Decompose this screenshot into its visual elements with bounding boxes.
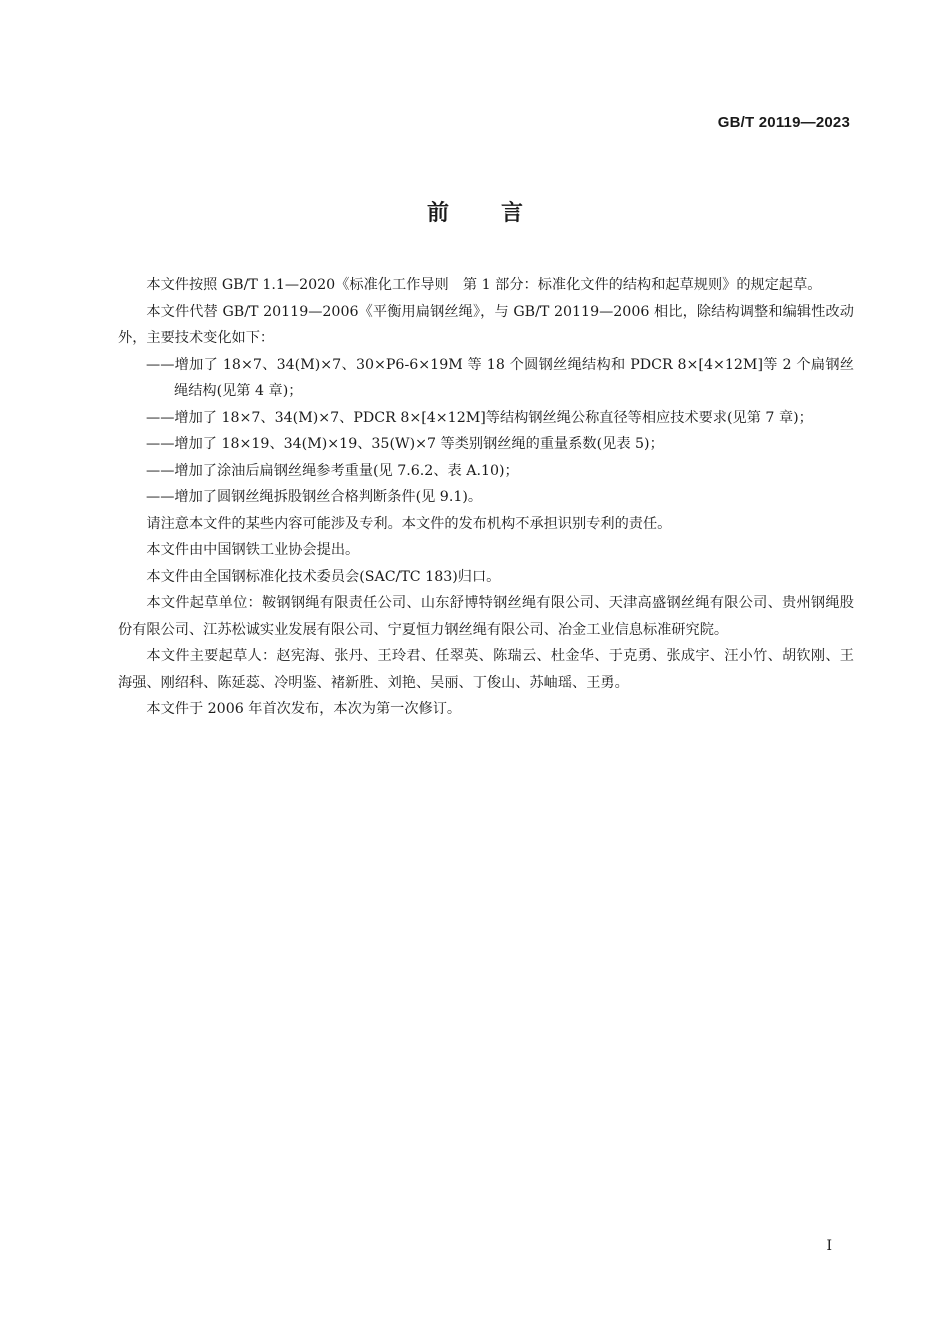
standard-code: GB/T 20119—2023	[717, 114, 850, 131]
paragraph-drafting-rules: 本文件按照 GB/T 1.1—2020《标准化工作导则 第 1 部分：标准化文件的结构和起草规则》的规定起草。	[146, 277, 822, 293]
change-item: ——增加了 18×19、34(M)×19、35(W)×7 等类别钢丝绳的重量系数(见表 5)；	[146, 436, 664, 452]
page-title: 前言	[426, 201, 575, 226]
change-item: ——增加了 18×7、34(M)×7、PDCR 8×[4×12M]等结构钢丝绳公称直径等相应技术要求(见第 7 章)；	[146, 409, 813, 426]
paragraph-patent-notice: 请注意本文件的某些内容可能涉及专利。本文件的发布机构不承担识别专利的责任。	[146, 515, 672, 532]
paragraph-drafting-units: 本文件起草单位：鞍钢钢绳有限责任公司、山东舒博特钢丝绳有限公司、天津高盛钢丝绳有限公司、贵州钢绳股份有限公司、江苏松诚实业发展有限公司、宁夏恒力钢丝绳有限公司、冶金工业信息标准研究院。	[118, 595, 854, 638]
paragraph-replacement: 本文件代替 GB/T 20119—2006《平衡用扁钢丝绳》，与 GB/T 20119—2006 相比，除结构调整和编辑性改动外，主要技术变化如下：	[118, 303, 854, 346]
change-item: ——增加了涂油后扁钢丝绳参考重量(见 7.6.2、表 A.10)；	[146, 462, 519, 479]
paragraph-publication-history: 本文件于 2006 年首次发布，本次为第一次修订。	[146, 701, 462, 717]
page-number: I	[826, 1238, 832, 1254]
paragraph-proposer: 本文件由中国钢铁工业协会提出。	[146, 542, 360, 558]
paragraph-technical-committee: 本文件由全国钢标准化技术委员会(SAC/TC 183)归口。	[146, 568, 501, 585]
paragraph-drafters: 本文件主要起草人：赵宪海、张丹、王玲君、任翠英、陈瑞云、杜金华、于克勇、张成宇、汪小竹、胡钦刚、王海强、刚绍科、陈延蕊、冷明鉴、褚新胜、刘艳、吴丽、丁俊山、苏岫瑶、王勇。	[118, 648, 854, 691]
change-item: ——增加了 18×7、34(M)×7、30×P6-6×19M 等 18 个圆钢丝绳结构和 PDCR 8×[4×12M]等 2 个扁钢丝绳结构(见第 4 章)；	[146, 356, 854, 399]
change-item: ——增加了圆钢丝绳拆股钢丝合格判断条件(见 9.1)。	[146, 489, 483, 505]
foreword-body	[118, 272, 854, 723]
